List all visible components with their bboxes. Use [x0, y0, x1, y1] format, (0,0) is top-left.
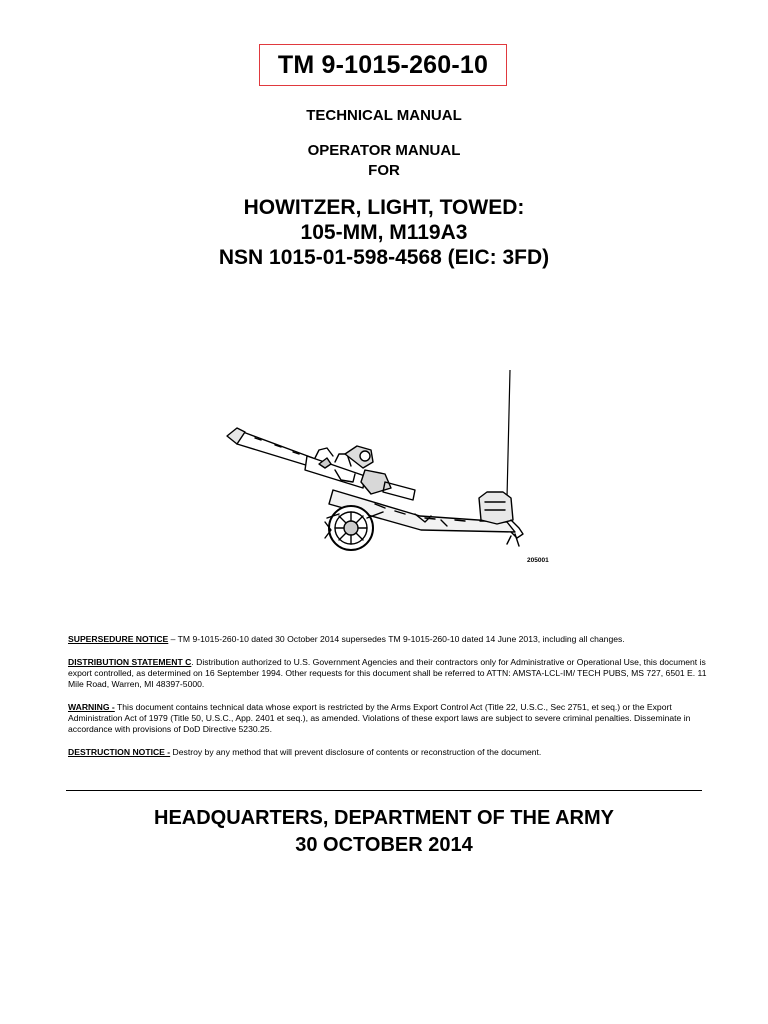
supersedure-notice: [68, 634, 708, 645]
publication-date: 30 OCTOBER 2014: [295, 834, 473, 856]
warning-notice: [68, 702, 708, 735]
subtitle-line-2: FOR: [368, 162, 400, 179]
manual-type: TECHNICAL MANUAL: [306, 107, 462, 124]
tm-number: TM 9-1015-260-10: [259, 44, 507, 86]
equipment-model: 105-MM, M119A3: [300, 221, 468, 244]
howitzer-illustration: [215, 370, 555, 570]
destruction-text: Destroy by any method that will prevent disclosure of contents or reconstruction of the document.: [170, 747, 542, 757]
distribution-text: . Distribution authorized to U.S. Government Agencies and their contractors only for Administrative or Operational Use, this document is export controlled, as determined on 16 September 1994. Other requests for this document shall be referred to ATTN: AMSTA-LCL-IM/ TECH PUBS, MS 727, 6501 E. 11 Mile Road, Warren, MI 48397-5000.: [68, 657, 707, 689]
headquarters-line: HEADQUARTERS, DEPARTMENT OF THE ARMY: [154, 807, 614, 829]
equipment-title: [0, 195, 768, 270]
destruction-label: DESTRUCTION NOTICE -: [68, 747, 171, 757]
warning-text: This document contains technical data whose export is restricted by the Arms Export Control Act (Title 22, U.S.C., Sec 2751, et seq.) or the Export Administration Act of 1979 (Title 50, U.S.C., App. 2401 et seq.), as amended. Violations of these export laws are subject to severe criminal penalties. Disseminate in accordance with provisions of DoD Directive 5230.25.: [68, 702, 691, 734]
subtitle-line-1: OPERATOR MANUAL: [307, 142, 461, 159]
distribution-statement: [68, 657, 708, 690]
supersedure-text: – TM 9-1015-260-10 dated 30 October 2014 supersedes TM 9-1015-260-10 dated 14 June 2013, including all changes.: [168, 634, 625, 644]
supersedure-label: SUPERSEDURE NOTICE: [68, 634, 169, 644]
notices-block: [68, 634, 708, 770]
divider: [66, 790, 702, 791]
destruction-notice: [68, 747, 708, 758]
figure-label: 205001: [527, 557, 549, 564]
manual-subtitle: [0, 141, 768, 181]
distribution-label: DISTRIBUTION STATEMENT C: [68, 657, 192, 667]
equipment-name: HOWITZER, LIGHT, TOWED:: [243, 196, 525, 219]
footer: [0, 805, 768, 859]
equipment-nsn: NSN 1015-01-598-4568 (EIC: 3FD): [218, 246, 550, 269]
warning-label: WARNING -: [68, 702, 115, 712]
